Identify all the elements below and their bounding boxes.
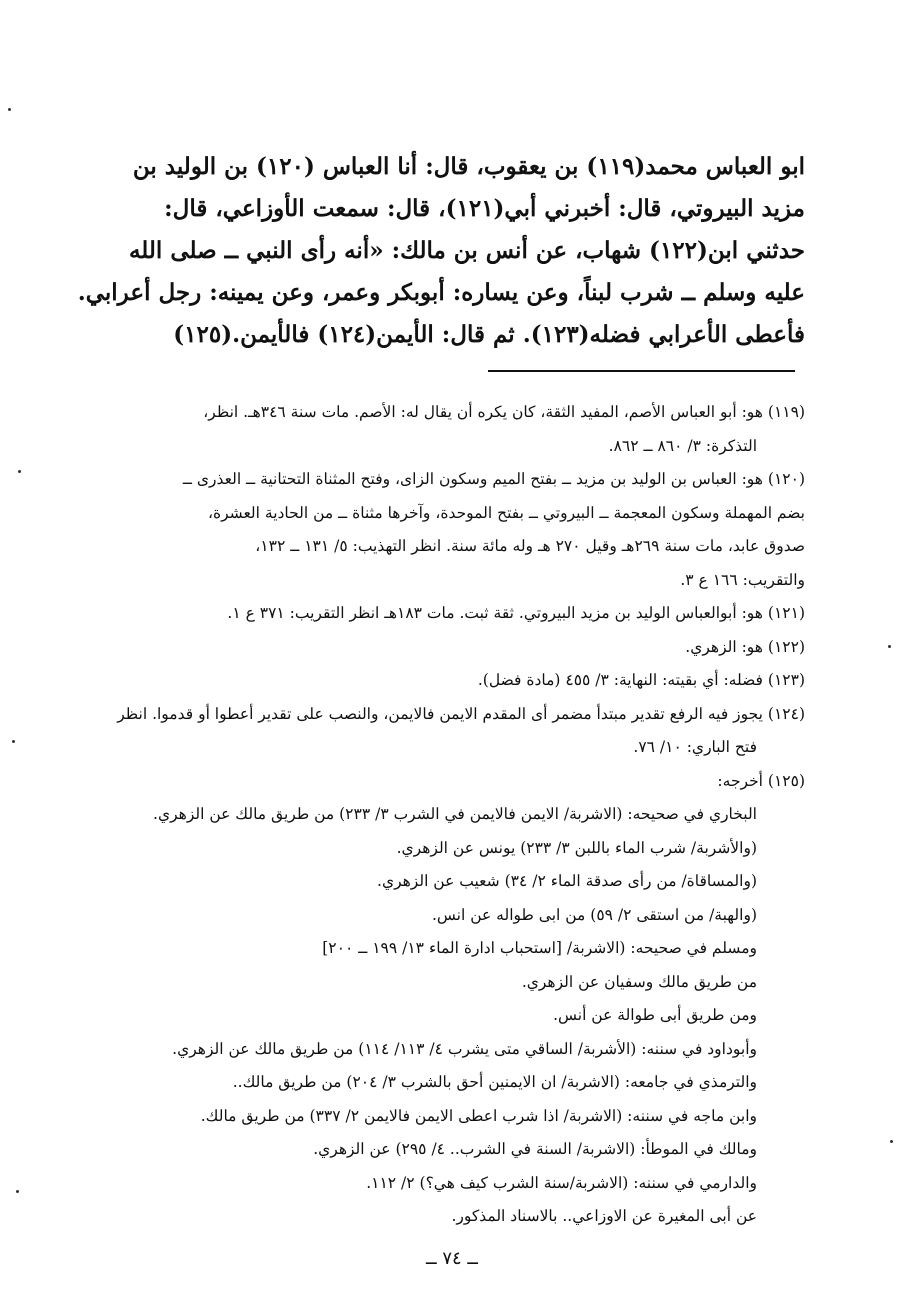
page-number: ــ ٧٤ ــ [426,1248,478,1269]
footnote-120-line-4: والتقريب: ١٦٦ ع ٣. [680,570,805,589]
footnote-separator-rule [488,370,795,372]
footnote-125-source-11: ومالك في الموطأ: (الاشربة/ السنة في الشرب.. ٤/ ٢٩٥) عن الزهري. [313,1140,757,1158]
footnote-124-line-2: فتح الباري: ١٠/ ٧٦. [633,738,757,756]
main-text-line-5: فأعطى الأعرابي فضله(١٢٣). ثم قال: الأيمن(١٢٤) فالأيمن.(١٢٥) [173,321,805,348]
footnote-125-source-2: (والأشربة/ شرب الماء باللبن ٣/ ٢٣٣) يونس عن الزهري. [396,838,757,857]
footnotes-section [100,396,805,1234]
footnote-125-source-7: ومن طريق أبى طوالة عن أنس. [553,1006,757,1024]
footnote-125-source-13: عن أبى المغيرة عن الاوزاعي.. بالاسناد المذكور. [451,1207,757,1225]
scan-margin-speck [8,108,11,111]
footnote-125-source-6: من طريق مالك وسفيان عن الزهري. [521,972,757,991]
scan-margin-speck [16,1190,19,1193]
footnote-125-source-8: وأبوداود في سننه: (الأشربة/ الساقي متى يشرب ٤/ ١١٣/ ١١٤) من طريق مالك عن الزهري. [172,1039,757,1058]
footnote-120-line-3: صدوق عابد، مات سنة ٢٦٩هـ وقيل ٢٧٠ هـ وله مائة سنة. انظر التهذيب: ٥/ ١٣١ ــ ١٣٢، [255,537,805,555]
footnote-119-line-1: (١١٩) هو: أبو العباس الأصم، المفيد الثقة، كان يكره أن يقال له: الأصم. مات سنة ٣٤٦هـ. انظر، [203,403,805,421]
scan-margin-speck [12,740,15,743]
main-text-line-1: ابو العباس محمد(١١٩) بن يعقوب، قال: أنا العباس (١٢٠) بن الوليد بن [132,153,805,180]
footnote-121: (١٢١) هو: أبوالعباس الوليد بن مزيد البيروتي. ثقة ثبت. مات ١٨٣هـ انظر التقريب: ٣٧١ ع ١. [227,604,805,622]
main-text-line-4: عليه وسلم ــ شرب لبناً، وعن يساره: أبوبكر وعمر، وعن يمينه: رجل أعرابي. [77,279,805,306]
footnote-125-source-5: ومسلم في صحيحه: (الاشربة/ [استحباب ادارة الماء ١٣/ ١٩٩ ــ ٢٠٠] [322,939,757,957]
footnote-125-source-9: والترمذي في جامعه: (الاشربة/ ان الايمنين أحق بالشرب ٣/ ٢٠٤) من طريق مالك.. [232,1073,757,1091]
footnote-123: (١٢٣) فضله: أي بقيته: النهاية: ٣/ ٤٥٥ (مادة فضل). [477,671,805,689]
footnote-120-line-2: بضم المهملة وسكون المعجمة ــ البيروتي ــ بفتح الموحدة، وآخرها مثناة ــ من الحادية العشرة، [207,503,805,522]
footnote-120-line-1: (١٢٠) هو: العباس بن الوليد بن مزيد ــ بفتح الميم وسكون الزاى، وفتح المثناة التحتانية ــ العذرى ــ [182,470,805,488]
scan-margin-speck [888,645,891,648]
footnote-125-source-12: والدارمي في سننه: (الاشربة/سنة الشرب كيف هي؟) ٢/ ١١٢. [366,1173,757,1192]
footnote-122: (١٢٢) هو: الزهري. [685,637,805,656]
footnote-119-line-2: التذكرة: ٣/ ٨٦٠ ــ ٨٦٢. [608,436,757,455]
scan-margin-speck [890,1140,893,1143]
main-hadith-text [77,146,805,356]
footnote-125-source-3: (والمساقاة/ من رأى صدقة الماء ٢/ ٣٤) شعيب عن الزهري. [377,872,757,890]
main-text-line-2: مزيد البيروتي، قال: أخبرني أبي(١٢١)، قال: سمعت الأوزاعي، قال: [164,195,805,222]
footnote-124-line-1: (١٢٤) يجوز فيه الرفع تقدير مبتدأ مضمر أى المقدم الايمن فالايمن، والنصب على تقدير أعطوا أو قدموا. انظر [117,704,805,723]
footnote-125-source-4: (والهبة/ من استقى ٢/ ٥٩) من ابى طواله عن انس. [431,905,757,924]
footnote-125-source-10: وابن ماجه في سننه: (الاشربة/ اذا شرب اعطى الايمن فالايمن ٢/ ٣٣٧) من طريق مالك. [200,1106,757,1125]
footnote-125-heading: (١٢٥) أخرجه: [717,771,805,790]
scan-margin-speck [18,470,21,473]
main-text-line-3: حدثني ابن(١٢٢) شهاب، عن أنس بن مالك: «أنه رأى النبي ــ صلى الله [128,237,805,264]
footnote-125-source-1: البخاري في صحيحه: (الاشربة/ الايمن فالايمن في الشرب ٣/ ٢٣٣) من طريق مالك عن الزهري. [153,805,757,823]
